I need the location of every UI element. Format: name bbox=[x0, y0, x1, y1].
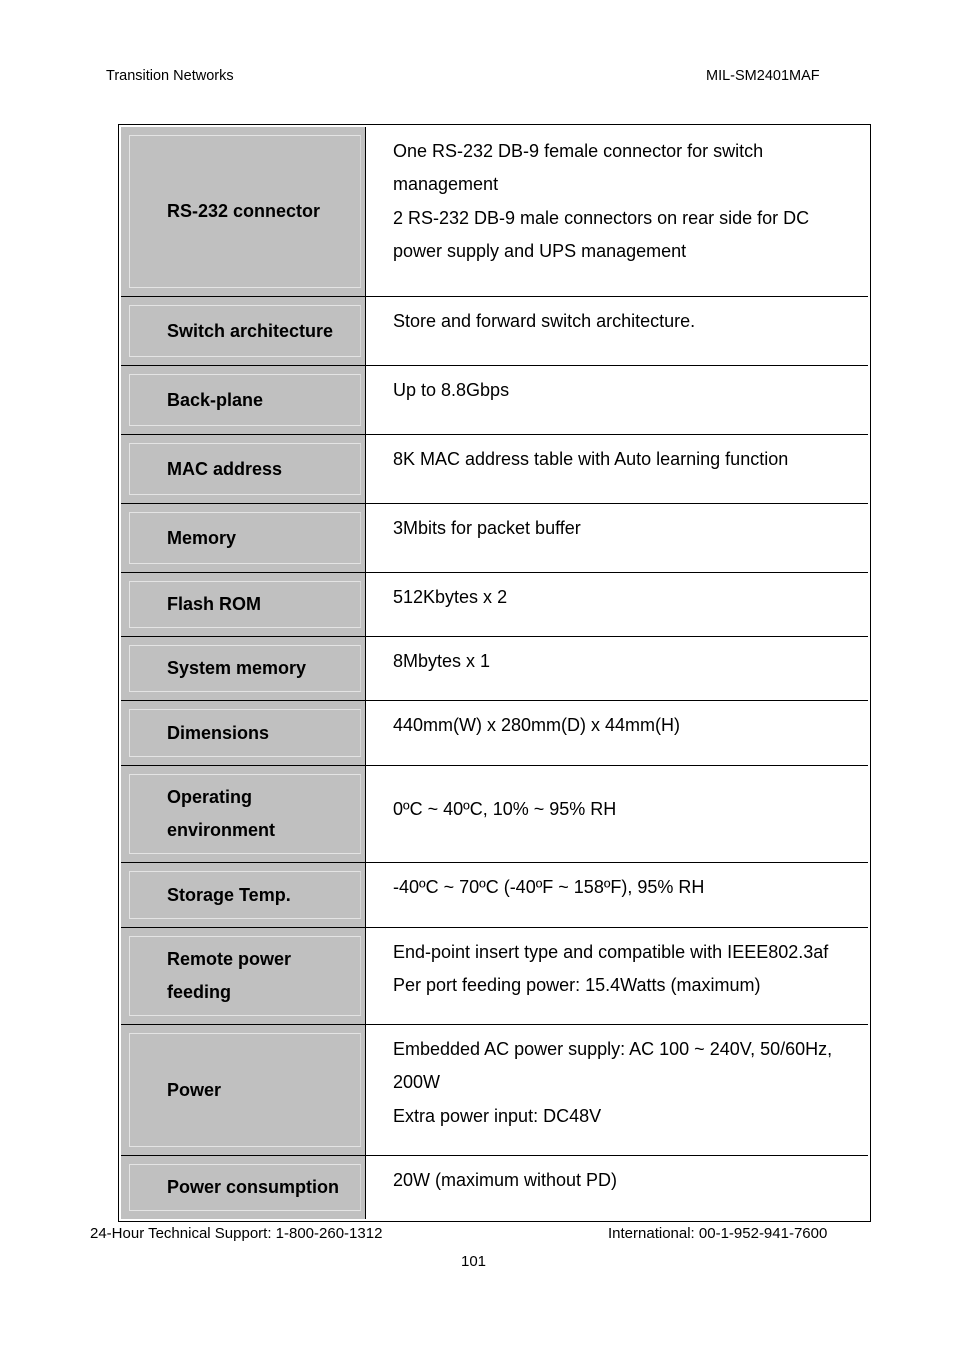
spec-row bbox=[121, 1156, 868, 1219]
spec-label-cell bbox=[121, 573, 366, 636]
spec-label: MAC address bbox=[167, 458, 283, 479]
spec-value-line: 20W (maximum without PD) bbox=[393, 1170, 618, 1190]
spec-label-cell bbox=[121, 435, 366, 503]
spec-label: Storage Temp. bbox=[167, 884, 291, 905]
spec-value-line: 3Mbits for packet buffer bbox=[393, 518, 581, 538]
spec-label: Operating environment bbox=[167, 787, 276, 840]
spec-value-cell bbox=[366, 297, 868, 365]
spec-label: Memory bbox=[167, 527, 237, 548]
spec-row bbox=[121, 504, 868, 573]
spec-label-cell bbox=[121, 504, 366, 572]
spec-value-line: Embedded AC power supply: AC 100 ~ 240V, 50/60Hz, bbox=[393, 1039, 833, 1059]
spec-row bbox=[121, 863, 868, 928]
spec-value-cell bbox=[366, 127, 868, 296]
spec-value-cell bbox=[366, 1156, 868, 1219]
spec-value-line: management bbox=[393, 174, 499, 195]
spec-value-line: 512Kbytes x 2 bbox=[393, 587, 508, 607]
spec-label: System memory bbox=[167, 658, 307, 678]
spec-row bbox=[121, 928, 868, 1025]
spec-value-cell bbox=[366, 928, 868, 1024]
spec-value-line: Per port feeding power: 15.4Watts (maximum) bbox=[393, 975, 761, 996]
specifications-table bbox=[118, 124, 871, 1222]
spec-label: Flash ROM bbox=[167, 594, 262, 614]
spec-value-cell bbox=[366, 504, 868, 572]
spec-value-cell bbox=[366, 366, 868, 434]
spec-label: RS-232 connector bbox=[167, 201, 321, 221]
spec-value-cell bbox=[366, 573, 868, 636]
spec-value-cell bbox=[366, 435, 868, 503]
spec-value-cell bbox=[366, 1025, 868, 1155]
spec-label-cell bbox=[121, 637, 366, 700]
spec-row bbox=[121, 1025, 868, 1156]
spec-value-line: Store and forward switch architecture. bbox=[393, 311, 696, 331]
spec-label-cell bbox=[121, 766, 366, 862]
spec-value-line: 8K MAC address table with Auto learning function bbox=[393, 449, 789, 469]
spec-value-line: End-point insert type and compatible with IEEE802.3af bbox=[393, 942, 829, 962]
header-model: MIL-SM2401MAF bbox=[706, 68, 820, 84]
spec-value-line: Up to 8.8Gbps bbox=[393, 380, 510, 400]
spec-value-cell bbox=[366, 766, 868, 862]
spec-value-line: 8Mbytes x 1 bbox=[393, 651, 491, 671]
footer-international-phone: International: 00-1-952-941-7600 bbox=[608, 1225, 828, 1242]
spec-label: Remote power feeding bbox=[167, 949, 292, 1002]
spec-value-line: 2 RS-232 DB-9 male connectors on rear side for DC bbox=[393, 207, 810, 228]
spec-row bbox=[121, 297, 868, 366]
spec-value-line: 440mm(W) x 280mm(D) x 44mm(H) bbox=[393, 715, 681, 735]
spec-value-cell bbox=[366, 863, 868, 927]
spec-row bbox=[121, 366, 868, 435]
spec-value-line: power supply and UPS management bbox=[393, 240, 687, 261]
page-number: 101 bbox=[460, 1253, 487, 1270]
spec-label-cell bbox=[121, 701, 366, 765]
spec-value-line: Extra power input: DC48V bbox=[393, 1105, 602, 1126]
spec-label: Power bbox=[167, 1079, 222, 1100]
spec-value-line: 0ºC ~ 40ºC, 10% ~ 95% RH bbox=[393, 799, 617, 820]
spec-value-line: One RS-232 DB-9 female connector for switch bbox=[393, 141, 764, 161]
spec-label: Power consumption bbox=[167, 1177, 340, 1197]
spec-value-line: 200W bbox=[393, 1072, 441, 1093]
spec-row bbox=[121, 637, 868, 701]
spec-label-cell bbox=[121, 863, 366, 927]
spec-label-cell bbox=[121, 928, 366, 1024]
spec-label: Dimensions bbox=[167, 722, 270, 743]
spec-label-cell bbox=[121, 366, 366, 434]
spec-label-cell bbox=[121, 1156, 366, 1219]
spec-label-cell bbox=[121, 1025, 366, 1155]
spec-row bbox=[121, 701, 868, 766]
spec-label-cell bbox=[121, 297, 366, 365]
spec-row bbox=[121, 766, 868, 863]
spec-value-cell bbox=[366, 701, 868, 765]
header-company: Transition Networks bbox=[106, 68, 234, 84]
spec-value-line: -40ºC ~ 70ºC (-40ºF ~ 158ºF), 95% RH bbox=[393, 877, 705, 897]
spec-row bbox=[121, 573, 868, 637]
spec-row bbox=[121, 127, 868, 297]
spec-row bbox=[121, 435, 868, 504]
spec-label: Back-plane bbox=[167, 389, 264, 410]
spec-value-cell bbox=[366, 637, 868, 700]
footer-support-phone: 24-Hour Technical Support: 1-800-260-1312 bbox=[90, 1225, 383, 1242]
spec-label: Switch architecture bbox=[167, 320, 334, 341]
spec-label-cell bbox=[121, 127, 366, 296]
